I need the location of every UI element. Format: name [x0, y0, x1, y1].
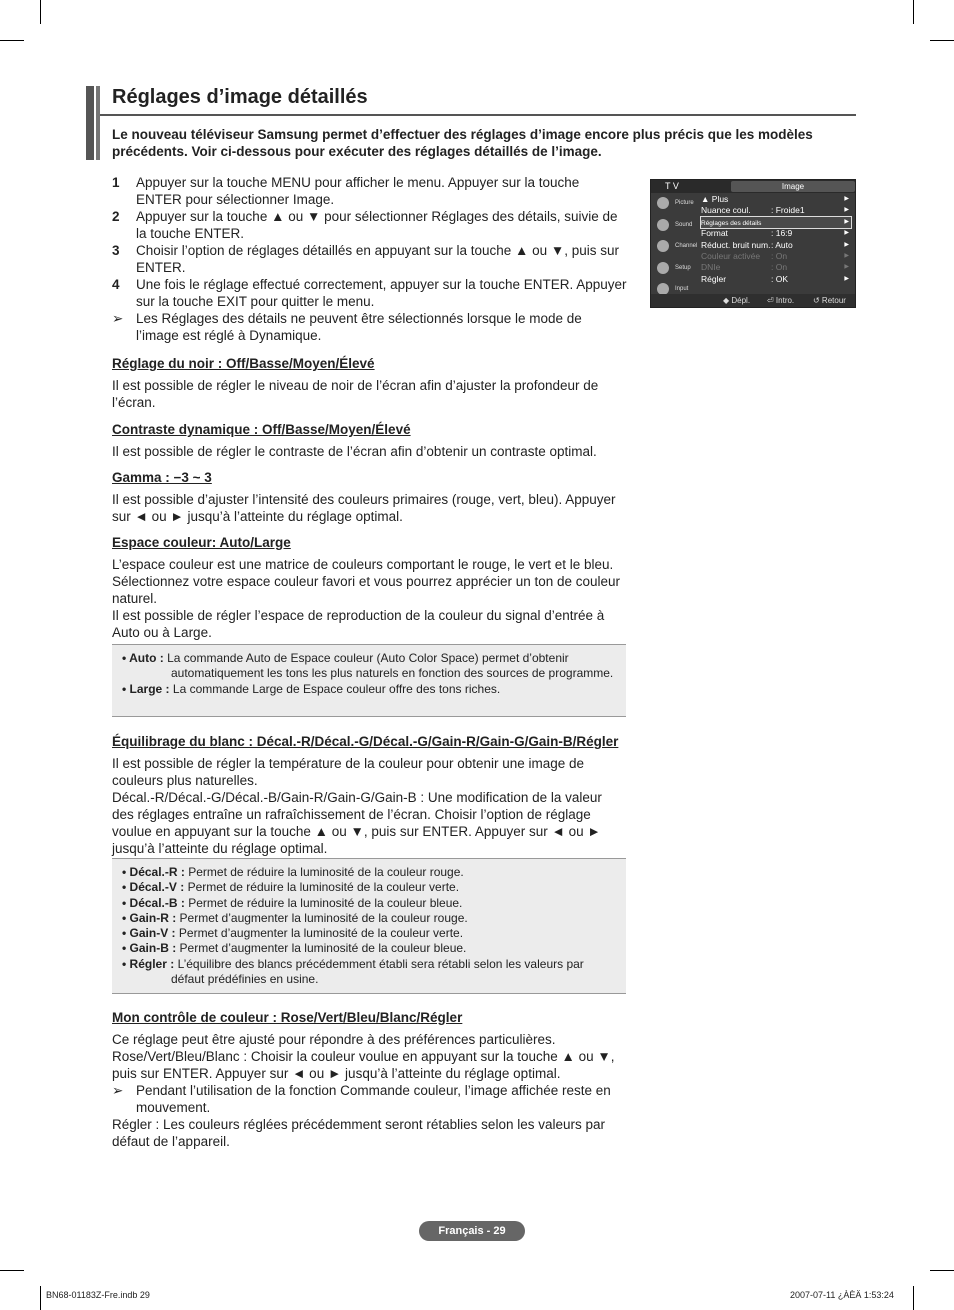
step-item: 2 Appuyer sur la touche ▲ ou ▼ pour sélectionner Réglages des détails, suivie de la touche ENTER. — [112, 209, 618, 241]
arrow-right-icon: ▶ — [844, 264, 849, 271]
section-heading: Espace couleur: Auto/Large — [112, 535, 291, 550]
menu-item-label: Régler — [701, 273, 727, 284]
arrow-right-icon: ▶ — [844, 196, 849, 202]
tv-header — [651, 180, 855, 193]
sidebar-input-icon: Input — [651, 279, 699, 301]
crop-mark — [930, 40, 954, 41]
menu-item-label: ▲ Plus — [701, 194, 729, 204]
page-number: Français - 29 — [419, 1221, 525, 1241]
step-item: 1 Appuyer sur la touche MENU pour afficher le menu. Appuyer sur la touche ENTER pour sélectionner Image. — [112, 175, 580, 207]
tv-menu-item — [701, 205, 851, 216]
sidebar-setup-icon: Setup — [651, 258, 699, 280]
page-title: Réglages d’image détaillés — [112, 86, 368, 108]
move-hint: ◆ Dépl. — [723, 296, 751, 305]
section-contrast: Contraste dynamique : Off/Basse/Moyen/Élevé Il est possible de régler le contraste de l’écran afin d’obtenir un contraste optimal. — [112, 421, 627, 460]
arrow-right-icon: ▶ — [844, 230, 849, 237]
menu-item-value: : Auto — [771, 239, 793, 250]
file-info: BN68-01183Z-Fre.indb 29 — [46, 1290, 150, 1300]
tv-label: T V — [665, 181, 679, 191]
tv-screen — [650, 179, 856, 308]
intro-text: Le nouveau téléviseur Samsung permet d’effectuer des réglages d’image encore plus précis que les modèles précédents. Voir ci-dessous pour exécuter des réglages détaillés de l’image. — [112, 127, 813, 159]
step-item: 3 Choisir l’option de réglages détaillés en appuyant sur la touche ▲ ou ▼, puis sur ENTER. — [112, 243, 620, 275]
title-bar — [86, 86, 856, 116]
tv-menu-item — [701, 251, 851, 262]
back-hint: ↺ Retour — [813, 296, 846, 305]
arrow-right-icon: ▶ — [844, 207, 849, 214]
crop-mark — [40, 0, 41, 24]
tv-menu-title: Image — [731, 181, 855, 192]
tv-sidebar — [651, 193, 699, 301]
print-date: 2007-07-11 ¿ÀÈÄ 1:53:24 — [790, 1290, 894, 1300]
section-heading: Contraste dynamique : Off/Basse/Moyen/Élevé — [112, 422, 411, 437]
tv-menu-item — [701, 194, 851, 205]
arrow-right-icon: ▶ — [844, 241, 849, 248]
menu-item-label: Couleur activée — [701, 250, 761, 261]
arrow-icon: ➢ — [112, 1083, 124, 1098]
section-heading: Réglage du noir : Off/Basse/Moyen/Élevé — [112, 356, 375, 371]
sidebar-picture-icon: Picture — [651, 193, 699, 215]
section-gamma: Gamma : −3 ~ 3 Il est possible d’ajuster l’intensité des couleurs primaires (rouge, vert, bleu). Appuyer sur ◄ ou ► jusqu’à l’atteinte du réglage optimal. — [112, 469, 627, 525]
menu-item-label: Nuance coul. — [701, 205, 751, 216]
crop-mark — [0, 1270, 24, 1271]
menu-item-value: : On — [771, 262, 788, 273]
crop-mark — [40, 1286, 41, 1310]
tv-menu-item — [701, 240, 851, 251]
section-heading: Gamma : −3 ~ 3 — [112, 470, 212, 485]
tv-menu-item — [701, 228, 851, 239]
tv-menu-item — [701, 217, 851, 228]
crop-mark — [0, 40, 24, 41]
section-white: Équilibrage du blanc : Décal.-R/Décal.-G/Décal.-G/Gain-R/Gain-G/Gain-B/Régler Il est possible de régler la température de la couleur pour obtenir une image de couleurs plus naturelles. Décal.-R/Décal.-G/Décal.-B/Gain-R/Gain-G/Gain-B : Une modification de la valeur des réglages entraîne un rafraîchissement de l’écran. Choisir l’option de réglage voulue en appuyant sur la touche ▲ ou ▼, puis sur ENTER. Appuyer sur ◄ ou ► jusqu’à l’atteinte du réglage optimal. — [112, 733, 627, 857]
menu-item-value: : OK — [771, 273, 789, 284]
menu-item-label: Réduct. bruit num. — [701, 239, 771, 250]
crop-mark — [930, 1270, 954, 1271]
section-heading: Mon contrôle de couleur : Rose/Vert/Bleu/Blanc/Régler — [112, 1010, 463, 1025]
menu-item-label: Réglages des détails — [701, 219, 762, 227]
note: ➢ Les Réglages des détails ne peuvent être sélectionnés lorsque le mode de l’image est réglé à Dynamique. — [112, 311, 582, 343]
menu-item-value: : 16:9 — [771, 228, 793, 239]
crop-mark — [913, 0, 914, 24]
section-space: Espace couleur: Auto/Large L’espace couleur est une matrice de couleurs comportant le rouge, le vert et le bleu. Sélectionnez votre espace couleur favori et vous pourrez apprécier un ton de couleur naturel. Il est possible de régler l’espace de reproduction de la couleur du signal d’entrée à Auto ou à Large. — [112, 534, 627, 641]
tv-footer — [651, 294, 855, 307]
steps-list — [112, 174, 627, 344]
arrow-icon: ➢ — [112, 311, 124, 326]
section-black: Réglage du noir : Off/Basse/Moyen/Élevé Il est possible de régler le niveau de noir de l’écran afin d’ajuster la profondeur de l’écran. — [112, 355, 627, 411]
enter-hint: ⏎ Intro. — [767, 296, 795, 305]
tv-menu-item — [701, 262, 851, 273]
crop-mark — [913, 1286, 914, 1310]
tv-menu-item — [701, 274, 851, 285]
sidebar-channel-icon: Channel — [651, 236, 699, 258]
arrow-right-icon: ▶ — [844, 218, 849, 225]
space-info-box: • Auto : La commande Auto de Espace couleur (Auto Color Space) permet d’obtenir automatiquement les tons les plus naturels en fonction des sources de programme. • Large : La commande Large de Espace couleur offre des tons riches. — [112, 644, 626, 717]
section-heading: Équilibrage du blanc : Décal.-R/Décal.-G/Décal.-G/Gain-R/Gain-G/Gain-B/Régler — [112, 734, 619, 749]
menu-item-label: Format — [701, 228, 728, 239]
sidebar-sound-icon: Sound — [651, 215, 699, 237]
menu-item-value: : On — [771, 250, 788, 261]
section-colorctl: Mon contrôle de couleur : Rose/Vert/Bleu/Blanc/Régler Ce réglage peut être ajusté pour répondre à des préférences particulières. Rose/Vert/Bleu/Blanc : Choisir la couleur voulue en appuyant sur la touche ▲ ou ▼, puis sur ENTER. Appuyer sur ◄ ou ► jusqu’à l’atteinte du réglage optimal. ➢ Pendant l’utilisation de la fonction Commande couleur, l’image affichée reste en mouvement. Régler : Les couleurs réglées précédemment seront rétablies selon les valeurs par défaut de l’appareil. — [112, 1009, 627, 1150]
menu-item-value: : Froide1 — [771, 205, 805, 216]
arrow-right-icon: ▶ — [844, 252, 849, 259]
white-info-box: • Décal.-R : Permet de réduire la luminosité de la couleur rouge. • Décal.-V : Permet de réduire la luminosité de la couleur verte. • Décal.-B : Permet de réduire la luminosité de la couleur bleue. • Gain-R : Permet d’augmenter la luminosité de la couleur rouge. • Gain-V : Permet d’augmenter la luminosité de la couleur verte. • Gain-B : Permet d’augmenter la luminosité de la couleur bleue. • Régler : L’équilibre des blancs précédemment établi sera rétabli selon les valeurs par défaut prédéfinies en usine. — [112, 858, 626, 994]
step-item: 4 Une fois le réglage effectué correctement, appuyer sur la touche ENTER. Appuyer sur la touche EXIT pour quitter le menu. — [112, 277, 627, 309]
tv-menu — [701, 194, 851, 285]
menu-item-label: DNIe — [701, 262, 721, 273]
arrow-right-icon: ▶ — [844, 275, 849, 282]
